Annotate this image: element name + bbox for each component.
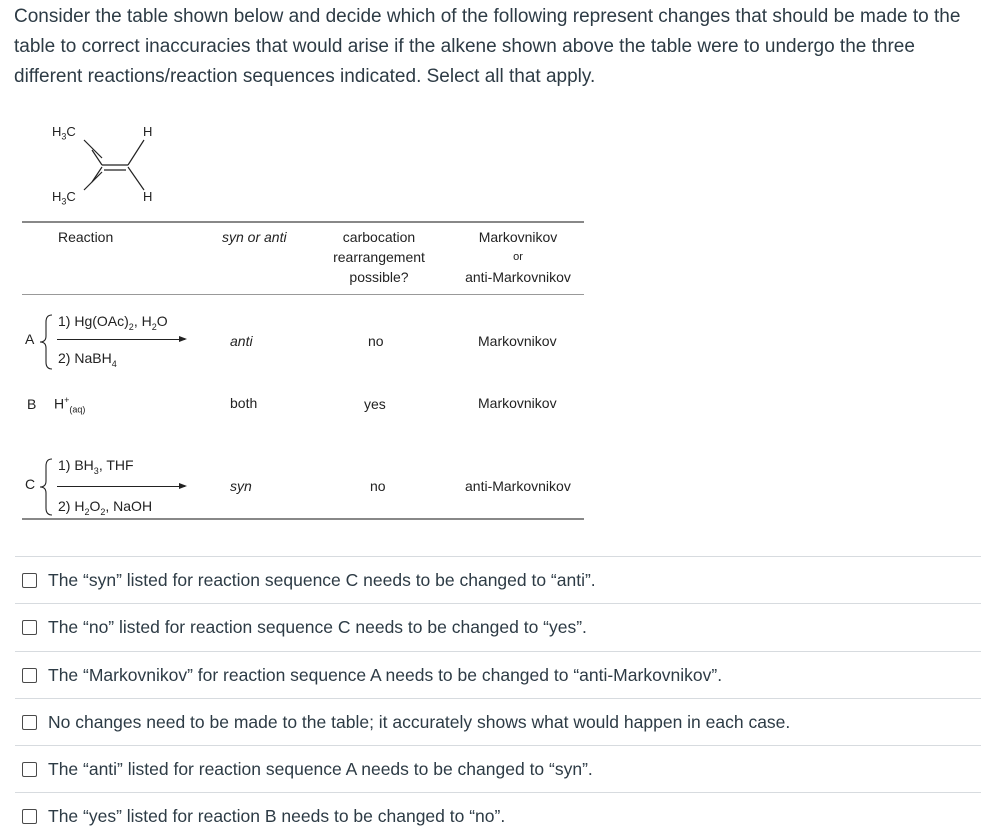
table-bottom-rule: [22, 518, 584, 520]
row-c-syn-anti: syn: [230, 478, 252, 494]
table-header-rule: [22, 294, 584, 295]
option-4-label: No changes need to be made to the table; it accurately shows what would happen in each case.: [48, 711, 791, 732]
option-6-label: The “yes” listed for reaction B needs to be changed to “no”.: [48, 805, 506, 826]
row-c-regio: anti-Markovnikov: [465, 478, 571, 494]
row-b-rearrangement: yes: [364, 396, 386, 412]
row-b-regio: Markovnikov: [478, 395, 557, 411]
option-6[interactable]: [15, 792, 981, 839]
option-3-checkbox[interactable]: [22, 668, 37, 683]
option-2[interactable]: [15, 603, 981, 650]
question-text: Consider the table shown below and decide which of the following represent changes that should be made to the table to correct inaccuracies that would arise if the alkene shown above the table were to undergo the three different reactions/reaction sequences indicated. Select all that apply.: [14, 6, 961, 87]
row-a-syn-anti: anti: [230, 333, 253, 349]
option-4[interactable]: [15, 698, 981, 745]
row-a-step2: 2) NaBH$_4$: [58, 350, 117, 369]
row-c-brace: [38, 456, 58, 518]
header-reaction: Reaction: [58, 229, 114, 245]
mol-bottom-left-label: $H_3C$: [52, 189, 76, 207]
option-6-checkbox[interactable]: [22, 809, 37, 824]
option-3-label: The “Markovnikov” for reaction sequence A needs to be changed to “anti-Markovnikov”.: [48, 664, 723, 685]
row-c-letter: C: [25, 476, 36, 492]
row-a-brace: [38, 312, 58, 372]
row-a-letter: A: [25, 331, 35, 347]
row-b-step1: $H^+_{(aq)}$: [54, 395, 86, 415]
row-b-letter: B: [27, 396, 37, 412]
row-c-rearrangement: no: [370, 478, 386, 494]
option-5-label: The “anti” listed for reaction sequence A needs to be changed to “syn”.: [48, 758, 593, 779]
table-top-rule: [22, 221, 584, 223]
row-c-arrow: [57, 486, 185, 487]
option-1[interactable]: [15, 556, 981, 603]
header-syn-anti: syn or anti: [222, 229, 287, 245]
mol-bottom-right-label: H: [143, 189, 153, 204]
option-5[interactable]: [15, 745, 981, 792]
mol-top-right-label: H: [143, 124, 153, 139]
row-c-step2: 2) $H_2O_2$, NaOH: [58, 498, 153, 517]
header-markovnikov: Markovnikov or anti-Markovnikov: [465, 229, 571, 285]
mol-top-left-label: $H_3C$: [52, 124, 76, 142]
row-a-rearrangement: no: [368, 333, 384, 349]
row-c-step1: 1) $BH_3$, THF: [58, 457, 134, 476]
option-5-checkbox[interactable]: [22, 762, 37, 777]
option-2-checkbox[interactable]: [22, 620, 37, 635]
header-carbocation: carbocation rearrangement possible?: [333, 229, 425, 285]
option-4-checkbox[interactable]: [22, 715, 37, 730]
row-b-syn-anti: both: [230, 395, 258, 411]
option-2-label: The “no” listed for reaction sequence C needs to be changed to “yes”.: [48, 616, 587, 637]
row-a-step1: 1) $Hg(OAc)_2$, $H_2O$: [58, 313, 168, 332]
option-1-label: The “syn” listed for reaction sequence C needs to be changed to “anti”.: [48, 569, 596, 590]
row-a-arrow: [57, 339, 185, 340]
row-a-regio: Markovnikov: [478, 333, 557, 349]
option-3[interactable]: [15, 651, 981, 698]
reaction-table-figure: [0, 0, 600, 540]
option-1-checkbox[interactable]: [22, 573, 37, 588]
